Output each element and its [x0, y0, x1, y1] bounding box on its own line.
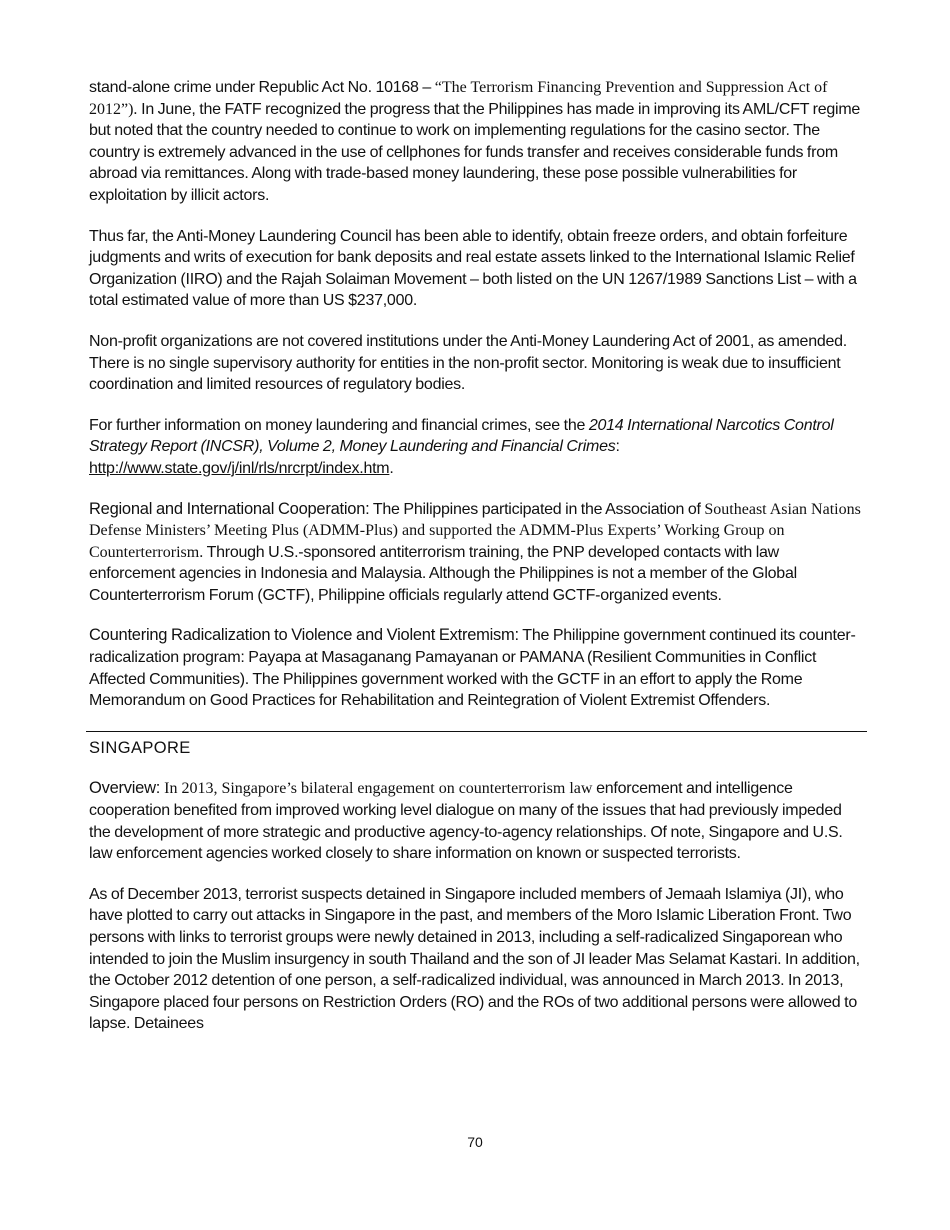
paragraph-text: The Philippines participated in the Association of [369, 500, 705, 518]
paragraph-text: stand-alone crime under Republic Act No. 10168 – [89, 79, 435, 96]
inline-heading: Regional and International Cooperation: [89, 499, 370, 518]
act-title-text: “The Terrorism Financing Prevention and Suppression Act of 2012”). [89, 79, 828, 118]
paragraph-terrorism-financing-act [89, 77, 864, 207]
paragraph-text: In June, the FATF recognized the progress that the Philippines has made in improving its AML/CFT regime but noted that the country needed to continue to work on implementing regulations for the casino sector. The country is extremely advanced in the use of cellphones for funds transfer and receives considerable funds from abroad via remittances. Along with trade-based money laundering, these pose possible vulnerabilities for exploitation by illicit actors. [89, 100, 861, 204]
paragraph-singapore-overview [89, 778, 864, 864]
paragraph-text: : [615, 438, 620, 456]
paragraph-text: Through U.S.-sponsored antiterrorism training, the PNP developed contacts with law enforcement agencies in Indonesia and Malaysia. Although the Philippines is not a member of the Global Counterterrorism Forum (GCTF), Philippine officials regularly attend GCTF-organized events. [89, 543, 797, 604]
section-divider [86, 731, 867, 732]
paragraph-serif-text: In 2013, Singapore’s bilateral engagement on counterterrorism law [160, 780, 593, 798]
paragraph-text: enforcement and intelligence cooperation benefited from improved working level dialogue on many of the issues that had previously impeded the development of more strategic and productive agency-to-agency relationships. Of note, Singapore and U.S. law enforcement agencies worked closely to share information on known or suspected terrorists. [89, 780, 843, 863]
report-title-text: 2014 International Narcotics Control Strategy Report (INCSR), Volume 2, Money Laundering and Financial Crimes [89, 416, 834, 456]
inline-heading: Countering Radicalization to Violence and Violent Extremism: [89, 626, 519, 645]
paragraph-non-profit: Non-profit organizations are not covered institutions under the Anti-Money Laundering Act of 2001, as amended. There is no single supervisory authority for entities in the non-profit sector. Monitoring is weak due to insufficient coordination and limited resources of regulatory bodies. [89, 332, 847, 394]
paragraph-serif-text: Southeast Asian Nations Defense Ministers’ Meeting Plus (ADMM-Plus) and supported the ADMM-Plus Experts’ Working Group on Counterterrorism. [89, 500, 861, 561]
incsr-report-link[interactable]: http://www.state.gov/j/inl/rls/nrcrpt/index.htm [89, 459, 390, 477]
paragraph-text: . [389, 459, 394, 477]
paragraph-further-info [89, 415, 864, 480]
document-page [89, 77, 864, 1054]
inline-heading: Overview: [89, 779, 161, 798]
paragraph-singapore-detainees: As of December 2013, terrorist suspects detained in Singapore included members of Jemaah Islamiya (JI), who have plotted to carry out attacks in Singapore in the past, and members of the Moro Islamic Liberation Front. Two persons with links to terrorist groups were newly detained in 2013, including a self-radicalized Singaporean who intended to join the Muslim insurgency in south Thailand and the son of JI leader Mas Selamat Kastari. In addition, the October 2012 detention of one person, a self-radicalized individual, was announced in March 2013. In 2013, Singapore placed four persons on Restriction Orders (RO) and the ROs of two additional persons were allowed to lapse. Detainees [89, 885, 860, 1033]
section-title-singapore: SINGAPORE [89, 738, 191, 757]
paragraph-text: For further information on money laundering and financial crimes, see the [89, 416, 589, 434]
paragraph-text: The Philippine government continued its counter-radicalization program: Payapa at Masaganang Pamayanan or PAMANA (Resilient Communities in Conflict Affected Communities). The Philippines government worked with the GCTF in an effort to apply the Rome Memorandum on Good Practices for Rehabilitation and Reintegration of Violent Extremist Offenders. [89, 627, 856, 710]
page-number: 70 [467, 1134, 483, 1150]
paragraph-countering-radicalization [89, 625, 864, 711]
paragraph-amlc-assets: Thus far, the Anti-Money Laundering Council has been able to identify, obtain freeze orders, and obtain forfeiture judgments and writs of execution for bank deposits and real estate assets linked to the International Islamic Relief Organization (IIRO) and the Rajah Solaiman Movement – both listed on the UN 1267/1989 Sanctions List – with a total estimated value of more than US $237,000. [89, 227, 857, 310]
paragraph-regional-cooperation [89, 499, 864, 607]
